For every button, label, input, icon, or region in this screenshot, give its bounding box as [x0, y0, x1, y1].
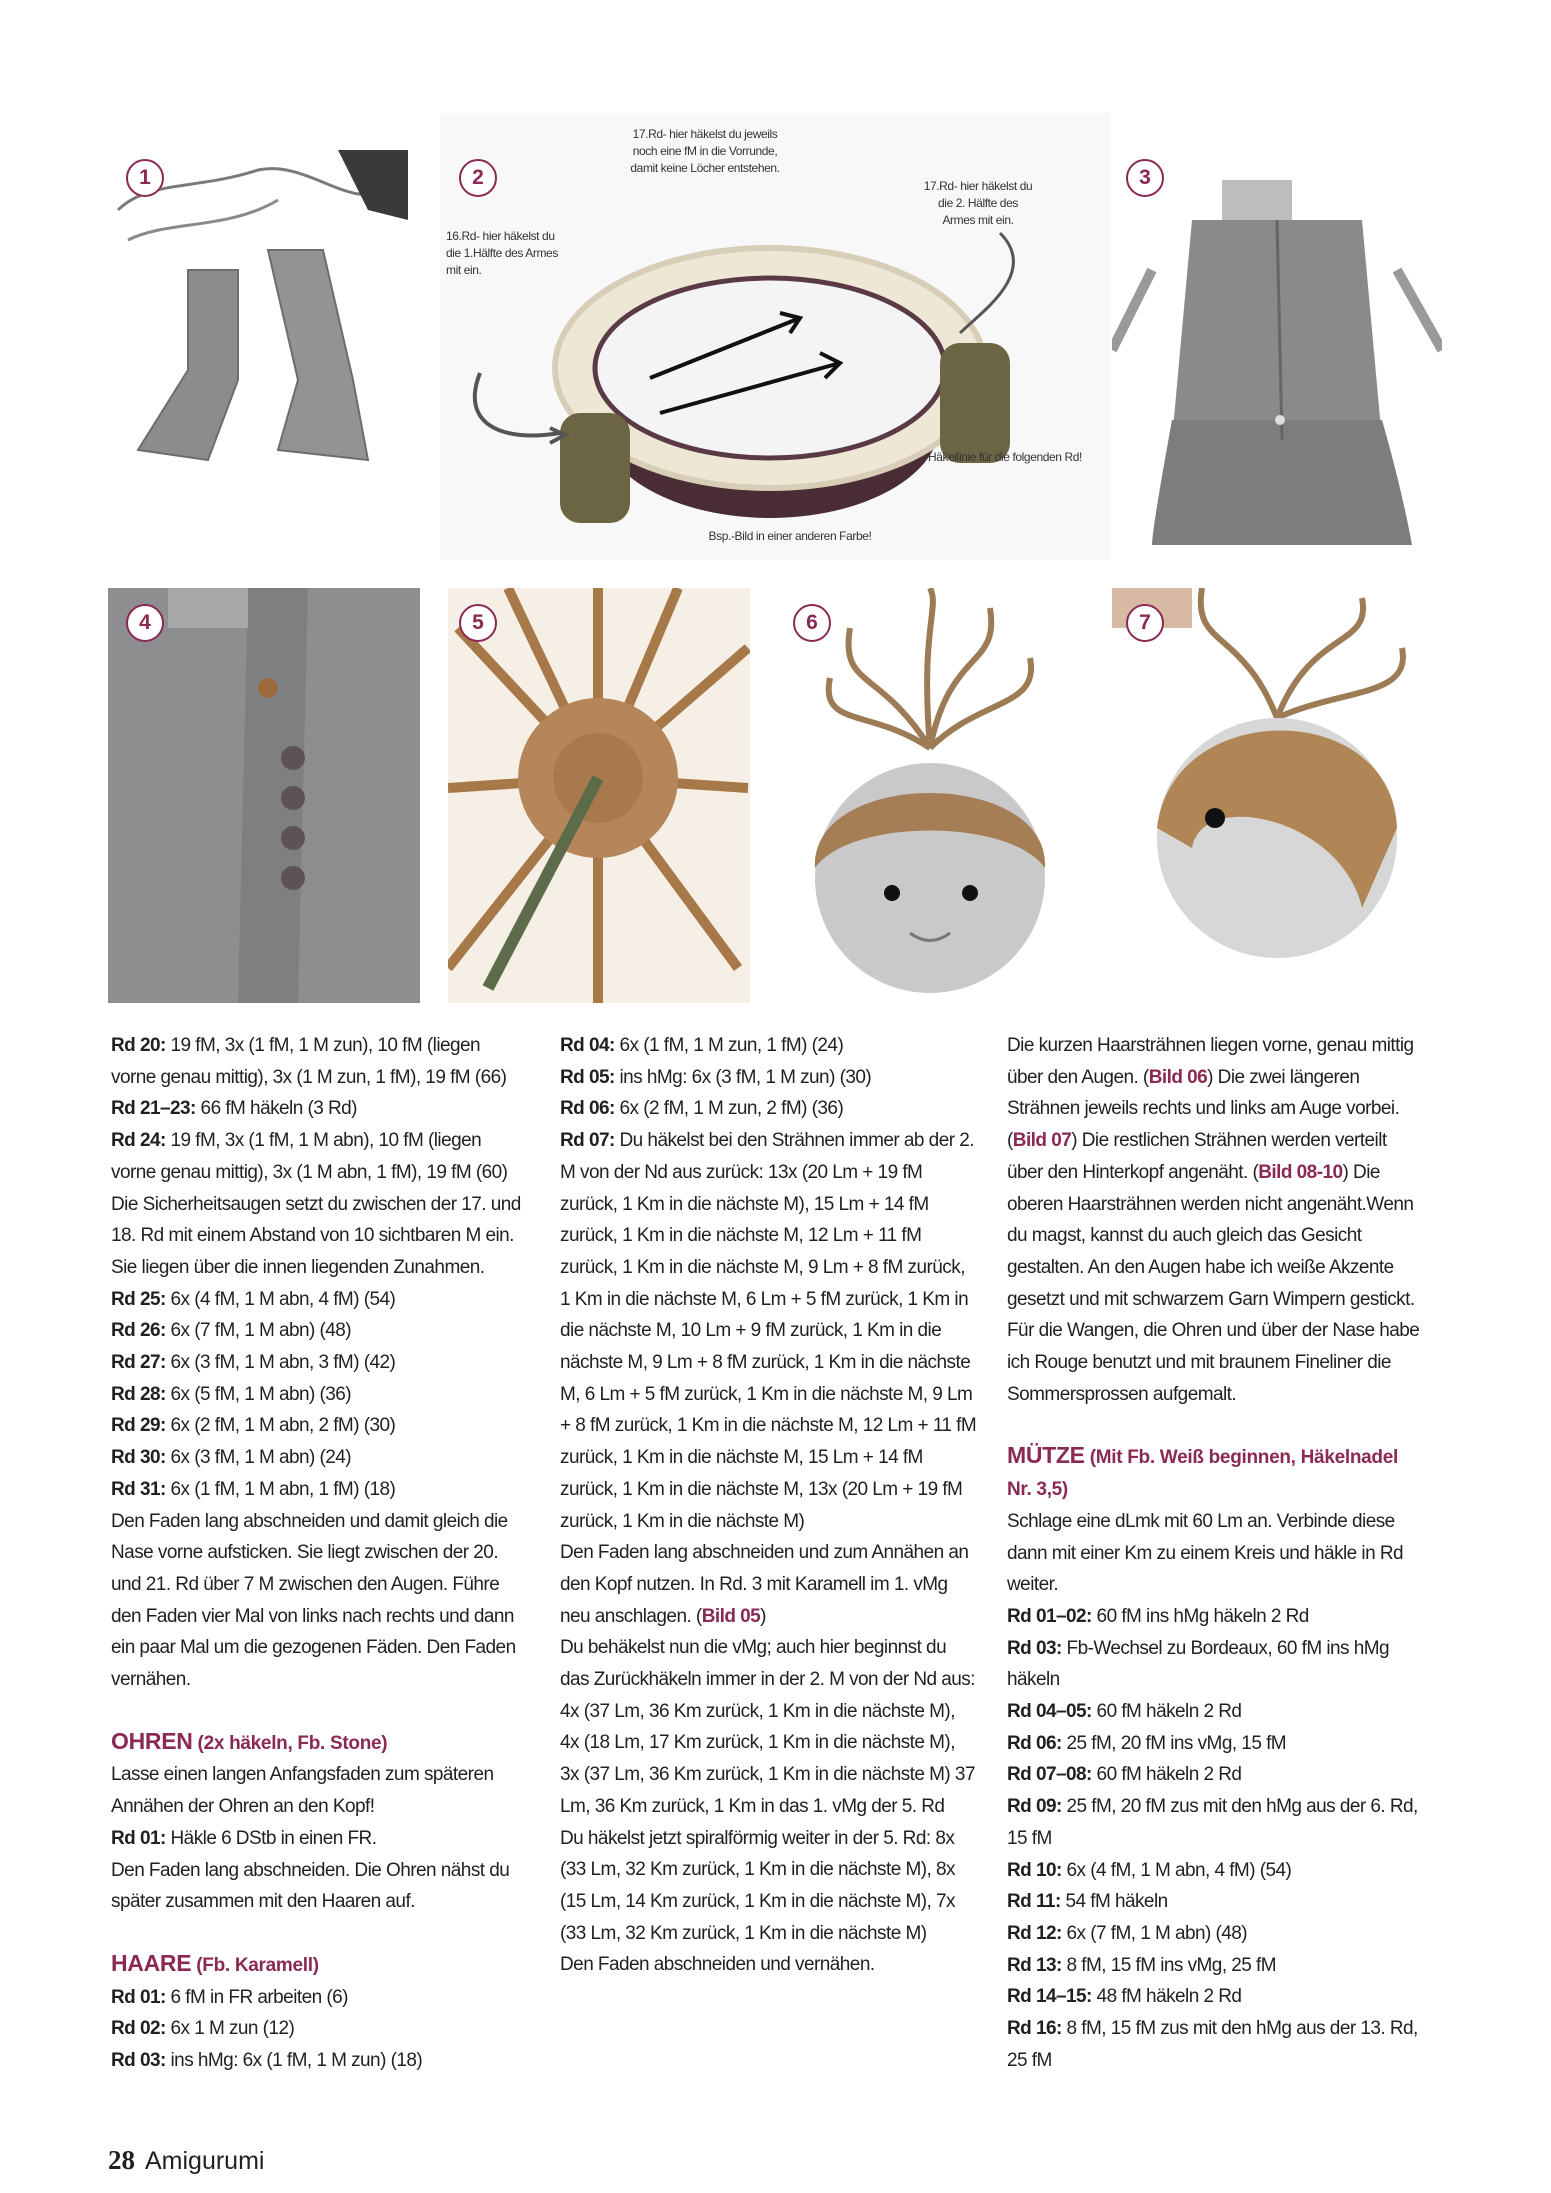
- head-round-29: Rd 29: 6x (2 fM, 1 M abn, 2 fM) (30): [111, 1415, 396, 1437]
- muetze-round-06: Rd 06: 25 fM, 20 fM ins vMg, 15 fM: [1007, 1732, 1287, 1754]
- spiral-paragraph: Du häkelst jetzt spiralförmig weiter in der 5. Rd: 8x (33 Lm, 32 Km zurück, 1 Km in die nächste M), 8x (15 Lm, 14 Km zurück, 1 Km in die nächste M), 7x (33 Lm, 32 Km zurück, 1 Km in die nächste M): [560, 1827, 955, 1944]
- photo-1-legs: [108, 150, 420, 470]
- muetze-round-01-02: Rd 01–02: 60 fM ins hMg häkeln 2 Rd: [1007, 1605, 1309, 1627]
- photo-6-head-front: [780, 588, 1082, 1003]
- annotation-round16: 16.Rd- hier häkelst du die 1.Hälfte des Armes mit ein.: [446, 229, 558, 277]
- haare-round-03: Rd 03: ins hMg: 6x (1 fM, 1 M zun) (18): [111, 2050, 423, 2072]
- haare-round-06: Rd 06: 6x (2 fM, 1 M zun, 2 fM) (36): [560, 1098, 844, 1120]
- haare-round-01: Rd 01: 6 fM in FR arbeiten (6): [111, 1986, 348, 2008]
- photo-7-head-side: [1112, 588, 1442, 1003]
- rd07-end-paragraph: Den Faden lang abschneiden und zum Annähen an den Kopf nutzen. In Rd. 3 mit Karamell im 1. vMg neu anschlagen. (Bild 05): [560, 1542, 969, 1627]
- figure-number-2: 2: [459, 159, 497, 197]
- muetze-round-07-08: Rd 07–08: 60 fM häkeln 2 Rd: [1007, 1764, 1242, 1786]
- haare-round-02: Rd 02: 6x 1 M zun (12): [111, 2018, 295, 2040]
- bild-07-ref: Bild 07: [1012, 1130, 1072, 1152]
- figure-number-5: 5: [459, 604, 497, 642]
- page-number: 28: [108, 2145, 135, 2175]
- magazine-name: Amigurumi: [145, 2147, 265, 2175]
- vmg-paragraph: Du behäkelst nun die vMg; auch hier beginnst du das Zurückhäkeln immer in der 2. M von der Nd aus: 4x (37 Lm, 36 Km zurück, 1 Km in die nächste M), 4x (18 Lm, 17 Km zurück, 1 Km in die nächste M), 3x (37 Lm, 36 Km zurück, 1 Km in die nächste M) 37 Lm, 36 Km zurück, 1 Km in das 1. vMg der 5. Rd: [560, 1637, 975, 1817]
- head-round-26: Rd 26: 6x (7 fM, 1 M abn) (48): [111, 1320, 352, 1342]
- annotation-example: Bsp.-Bild in einer anderen Farbe!: [708, 529, 872, 543]
- muetze-round-12: Rd 12: 6x (7 fM, 1 M abn) (48): [1007, 1922, 1248, 1944]
- head-round-27: Rd 27: 6x (3 fM, 1 M abn, 3 fM) (42): [111, 1352, 396, 1374]
- hair-placement-paragraph: Die kurzen Haarsträhnen liegen vorne, genau mittig über den Augen. (Bild 06) Die zwei längeren Strähnen jeweils rechts und links am Auge vorbei. (Bild 07) Die restlichen Strähnen werden verteilt über den Hinterkopf angenäht. (Bild 08-10) Die oberen Haarsträhnen werden nicht angenäht.Wenn du magst, kannst du auch gleich das Gesicht gestalten. An den Augen habe ich weiße Akzente gesetzt und mit schwarzem Garn Wimpern gestickt. Für die Wangen, die Ohren und über der Nase habe ich Rouge benutzt und mit braunem Fineliner die Sommersprossen aufgemalt.: [1007, 1035, 1420, 1405]
- head-round-21-23: Rd 21–23: 66 fM häkeln (3 Rd): [111, 1098, 357, 1120]
- haare-heading: HAARE (Fb. Karamell): [111, 1949, 319, 1976]
- muetze-round-04-05: Rd 04–05: 60 fM häkeln 2 Rd: [1007, 1701, 1242, 1723]
- muetze-round-13: Rd 13: 8 fM, 15 fM ins vMg, 25 fM: [1007, 1954, 1277, 1976]
- bild-06-ref: Bild 06: [1148, 1066, 1208, 1088]
- eyes-paragraph: Die Sicherheitsaugen setzt du zwischen der 17. und 18. Rd mit einem Abstand von 10 sichtbaren M ein. Sie liegen über die innen liegenden Zunahmen.: [111, 1193, 521, 1278]
- muetze-round-14-15: Rd 14–15: 48 fM häkeln 2 Rd: [1007, 1986, 1242, 2008]
- head-round-31: Rd 31: 6x (1 fM, 1 M abn, 1 fM) (18): [111, 1478, 396, 1500]
- head-round-24: Rd 24: 19 fM, 3x (1 fM, 1 M abn), 10 fM (liegen vorne genau mittig), 3x (1 M abn, 1 fM), 19 fM (60): [111, 1130, 508, 1183]
- end-paragraph: Den Faden abschneiden und vernähen.: [560, 1954, 875, 1976]
- annotation-round17-right: 17.Rd- hier häkelst du die 2. Hälfte des Armes mit ein.: [923, 179, 1033, 227]
- figure-number-6: 6: [793, 604, 831, 642]
- ohren-end: Den Faden lang abschneiden. Die Ohren nähst du später zusammen mit den Haaren auf.: [111, 1859, 510, 1913]
- ohren-intro: Lasse einen langen Anfangsfaden zum späteren Annähen der Ohren an den Kopf!: [111, 1764, 494, 1818]
- annotation-hakellinie: Häkellinie für die folgenden Rd!: [928, 450, 1082, 464]
- muetze-round-03: Rd 03: Fb-Wechsel zu Bordeaux, 60 fM ins hMg häkeln: [1007, 1637, 1390, 1691]
- haare-round-04: Rd 04: 6x (1 fM, 1 M zun, 1 fM) (24): [560, 1035, 844, 1056]
- figure-number-3: 3: [1126, 159, 1164, 197]
- head-round-20: Rd 20: 19 fM, 3x (1 fM, 1 M zun), 10 fM (liegen vorne genau mittig), 3x (1 M zun, 1 fM), 19 fM (66): [111, 1035, 507, 1088]
- annotation-round17-top: 17.Rd- hier häkelst du jeweils noch eine fM in die Vorrunde, damit keine Löcher entstehen.: [630, 127, 780, 175]
- figure-number-1: 1: [126, 159, 164, 197]
- bild-08-10-ref: Bild 08-10: [1258, 1161, 1343, 1183]
- column-1: [111, 1030, 529, 2077]
- photo-4-button-placket: [108, 588, 420, 1003]
- muetze-intro: Schlage eine dLmk mit 60 Lm an. Verbinde diese dann mit einer Km zu einem Kreis und häkle in Rd weiter.: [1007, 1510, 1404, 1596]
- head-round-30: Rd 30: 6x (3 fM, 1 M abn) (24): [111, 1447, 352, 1469]
- column-2: [560, 1030, 978, 1981]
- column-3: [1007, 1030, 1427, 2077]
- bild-05-ref: Bild 05: [701, 1605, 761, 1627]
- page-footer: [108, 2145, 264, 2176]
- muetze-round-10: Rd 10: 6x (4 fM, 1 M abn, 4 fM) (54): [1007, 1859, 1292, 1881]
- muetze-round-09: Rd 09: 25 fM, 20 fM zus mit den hMg aus der 6. Rd, 15 fM: [1007, 1796, 1418, 1849]
- photo-5-hair-circle: [448, 588, 750, 1003]
- head-round-28: Rd 28: 6x (5 fM, 1 M abn) (36): [111, 1383, 352, 1405]
- figure-number-7: 7: [1126, 604, 1164, 642]
- photo-3-dress-back: [1112, 150, 1442, 560]
- ohren-heading: OHREN (2x häkeln, Fb. Stone): [111, 1727, 388, 1754]
- ohren-round-01: Rd 01: Häkle 6 DStb in einen FR.: [111, 1827, 377, 1849]
- muetze-round-16: Rd 16: 8 fM, 15 fM zus mit den hMg aus der 13. Rd, 25 fM: [1007, 2018, 1418, 2071]
- muetze-round-11: Rd 11: 54 fM häkeln: [1007, 1891, 1168, 1913]
- head-round-25: Rd 25: 6x (4 fM, 1 M abn, 4 fM) (54): [111, 1288, 396, 1310]
- nose-paragraph: Den Faden lang abschneiden und damit gleich die Nase vorne aufsticken. Sie liegt zwischen der 20. und 21. Rd über 7 M zwischen den Augen. Führe den Faden vier Mal von links nach rechts und dann ein paar Mal um die gezogenen Fäden. Den Faden vernähen.: [111, 1510, 516, 1691]
- muetze-heading: MÜTZE (Mit Fb. Weiß beginnen, Häkelnadel Nr. 3,5): [1007, 1442, 1398, 1501]
- figure-number-4: 4: [126, 604, 164, 642]
- haare-round-07: Rd 07: Du häkelst bei den Strähnen immer ab der 2. M von der Nd aus zurück: 13x (20 Lm + 19 fM zurück, 1 Km in die nächste M), 15 Lm + 14 fM zurück, 1 Km in die nächste M, 12 Lm + 11 fM zurück, 1 Km in die nächste M, 9 Lm + 8 fM zurück, 1 Km in die nächste M, 6 Lm + 5 fM zurück, 1 Km in die nächste M, 10 Lm + 9 fM zurück, 1 Km in die nächste M, 9 Lm + 8 fM zurück, 1 Km in die nächste M, 6 Lm + 5 fM zurück, 1 Km in die nächste M, 9 Lm + 8 fM zurück, 1 Km in die nächste M, 12 Lm + 11 fM zurück, 1 Km in die nächste M, 15 Lm + 14 fM zurück, 1 Km in die nächste M, 13x (20 Lm + 19 fM zurück, 1 Km in die nächste M): [560, 1130, 977, 1532]
- haare-round-05: Rd 05: ins hMg: 6x (3 fM, 1 M zun) (30): [560, 1066, 872, 1088]
